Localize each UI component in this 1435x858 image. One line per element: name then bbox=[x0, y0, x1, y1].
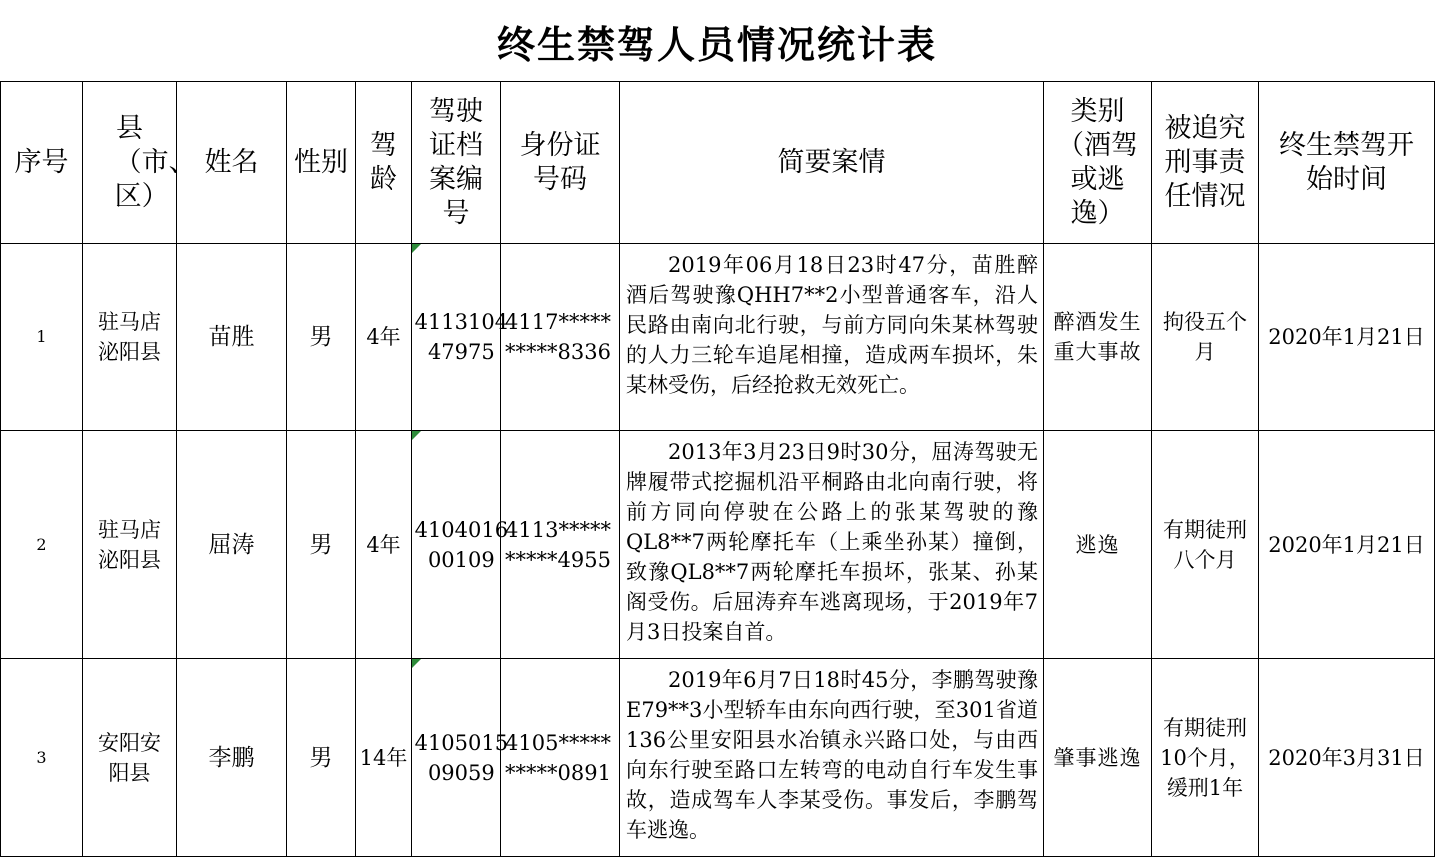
header-gender: 性别 bbox=[287, 82, 356, 244]
header-criminal: 被追究刑事责任情况 bbox=[1152, 82, 1259, 244]
cell-category: 逃逸 bbox=[1044, 431, 1152, 659]
header-id: 身份证号码 bbox=[501, 82, 620, 244]
cell-id: 4105**********0891 bbox=[501, 659, 620, 857]
header-years: 驾龄 bbox=[356, 82, 412, 244]
header-row bbox=[1, 82, 1435, 244]
header-name: 姓名 bbox=[177, 82, 287, 244]
cell-seq: 1 bbox=[1, 244, 83, 431]
cell-gender: 男 bbox=[287, 431, 356, 659]
cell-years: 14年 bbox=[356, 659, 412, 857]
cell-years: 4年 bbox=[356, 244, 412, 431]
header-case: 简要案情 bbox=[620, 82, 1044, 244]
header-start: 终生禁驾开始时间 bbox=[1259, 82, 1435, 244]
cell-license: 411310447975 bbox=[412, 244, 501, 431]
cell-case: 2019年06月18日23时47分，苗胜醉酒后驾驶豫QHH7**2小型普通客车，沿人民路由南向北行驶，与前方同向朱某林驾驶的人力三轮车追尾相撞，造成两车损坏，朱某林受伤，后经抢救无效死亡。 bbox=[620, 244, 1044, 431]
cell-category: 醉酒发生重大事故 bbox=[1044, 244, 1152, 431]
cell-name: 李鹏 bbox=[177, 659, 287, 857]
statistics-table bbox=[0, 81, 1435, 857]
cell-start: 2020年3月31日 bbox=[1259, 659, 1435, 857]
cell-name: 苗胜 bbox=[177, 244, 287, 431]
table-row bbox=[1, 431, 1435, 659]
cell-case: 2013年3月23日9时30分，屈涛驾驶无牌履带式挖掘机沿平桐路由北向南行驶，将前方同向停驶在公路上的张某驾驶的豫QL8**7两轮摩托车（上乘坐孙某）撞倒，致豫QL8**7两轮摩托车损坏，张某、孙某阁受伤。后屈涛弃车逃离现场，于2019年7月3日投案自首。 bbox=[620, 431, 1044, 659]
cell-id: 4117**********8336 bbox=[501, 244, 620, 431]
header-county: 县（市、区） bbox=[83, 82, 177, 244]
cell-criminal: 有期徒刑八个月 bbox=[1152, 431, 1259, 659]
table-row bbox=[1, 244, 1435, 431]
cell-seq: 3 bbox=[1, 659, 83, 857]
cell-name: 屈涛 bbox=[177, 431, 287, 659]
cell-license: 410501509059 bbox=[412, 659, 501, 857]
cell-county: 安阳安阳县 bbox=[83, 659, 177, 857]
cell-id: 4113**********4955 bbox=[501, 431, 620, 659]
cell-start: 2020年1月21日 bbox=[1259, 431, 1435, 659]
cell-criminal: 拘役五个月 bbox=[1152, 244, 1259, 431]
header-license: 驾驶证档案编号 bbox=[412, 82, 501, 244]
cell-start: 2020年1月21日 bbox=[1259, 244, 1435, 431]
cell-gender: 男 bbox=[287, 244, 356, 431]
cell-license: 410401600109 bbox=[412, 431, 501, 659]
table-row bbox=[1, 659, 1435, 857]
header-seq: 序号 bbox=[1, 82, 83, 244]
cell-county: 驻马店泌阳县 bbox=[83, 244, 177, 431]
cell-county: 驻马店泌阳县 bbox=[83, 431, 177, 659]
page-title: 终生禁驾人员情况统计表 bbox=[496, 22, 937, 67]
cell-case: 2019年6月7日18时45分，李鹏驾驶豫E79**3小型轿车由东向西行驶，至301省道136公里安阳县水冶镇永兴路口处，与由西向东行驶至路口左转弯的电动自行车发生事故，造成驾车人李某受伤。事发后，李鹏驾车逃逸。 bbox=[620, 659, 1044, 857]
cell-seq: 2 bbox=[1, 431, 83, 659]
cell-gender: 男 bbox=[287, 659, 356, 857]
cell-years: 4年 bbox=[356, 431, 412, 659]
header-category: 类别（酒驾或逃逸） bbox=[1044, 82, 1152, 244]
cell-category: 肇事逃逸 bbox=[1044, 659, 1152, 857]
cell-criminal: 有期徒刑10个月，缓刑1年 bbox=[1152, 659, 1259, 857]
